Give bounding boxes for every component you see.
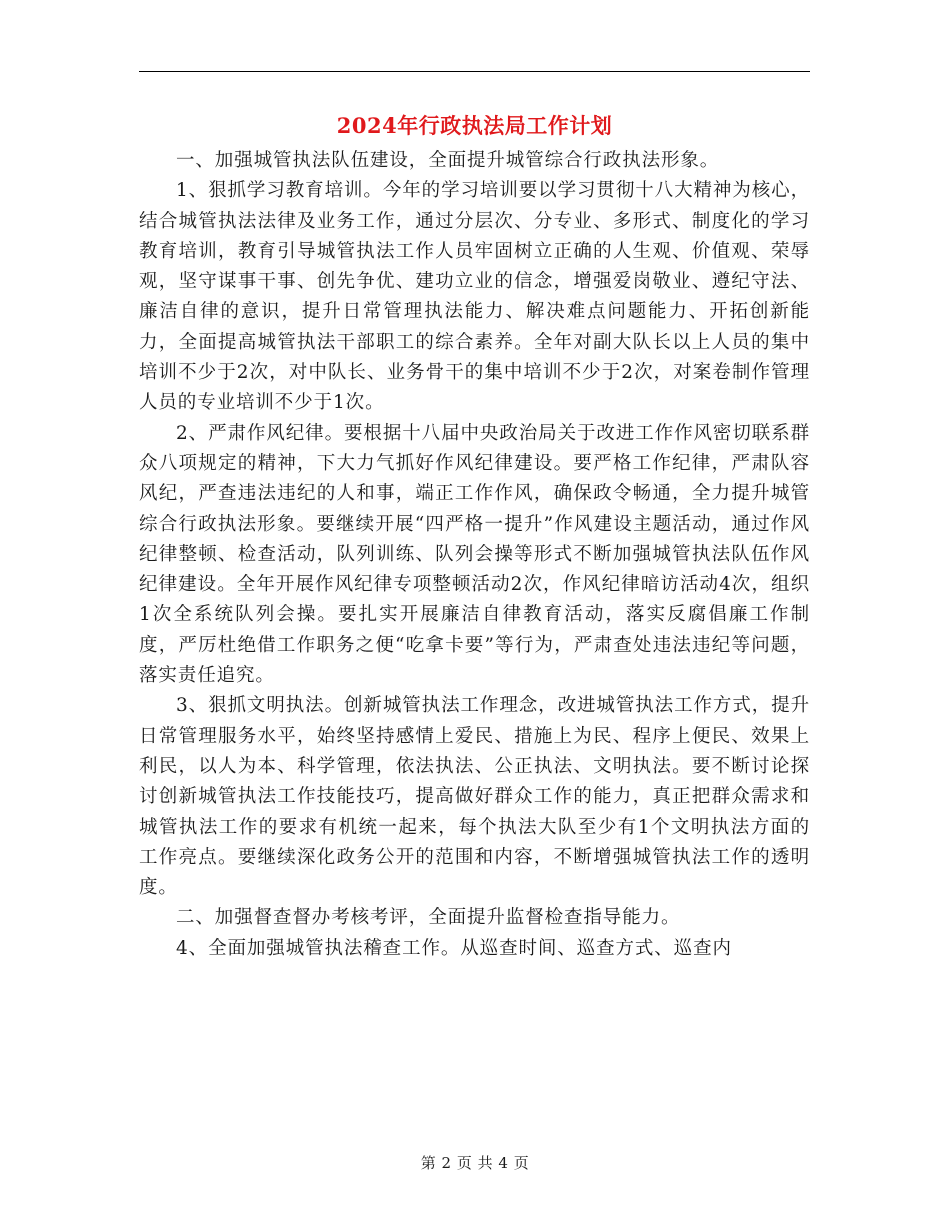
page-number: 第 2 页 共 4 页 — [420, 1154, 530, 1172]
document-title: 2024年行政执法局工作计划 — [336, 113, 613, 138]
page-footer — [0, 1152, 950, 1174]
paragraph-2: 2、严肃作风纪律。要根据十八届中央政治局关于改进工作作风密切联系群众八项规定的精神，下大力气抓好作风纪律建设。要严格工作纪律，严肃队容风纪，严查违法违纪的人和事，端正工作作风，确保政令畅通，全力提升城管综合行政执法形象。要继续开展“四严格一提升”作风建设主题活动，通过作风纪律整顿、检查活动，队列训练、队列会操等形式不断加强城管执法队伍作风纪律建设。全年开展作风纪律专项整顿活动2次，作风纪律暗访活动4次，组织1次全系统队列会操。要扎实开展廉洁自律教育活动，落实反腐倡廉工作制度，严厉杜绝借工作职务之便“吃拿卡要”等行为，严肃查处违法违纪等问题，落实责任追究。 — [139, 422, 810, 687]
paragraph-3: 3、狠抓文明执法。创新城管执法工作理念，改进城管执法工作方式，提升日常管理服务水平，始终坚持感情上爱民、措施上为民、程序上便民、效果上利民，以人为本、科学管理，依法执法、公正执法、文明执法。要不断讨论探讨创新城管执法工作技能技巧，提高做好群众工作的能力，真正把群众需求和城管执法工作的要求有机统一起来，每个执法大队至少有1个文明执法方面的工作亮点。要继续深化政务公开的范围和内容，不断增强城管执法工作的透明度。 — [139, 695, 810, 899]
header-rule — [139, 71, 810, 72]
document-body — [139, 146, 810, 964]
section-heading-2: 二、加强督查督办考核考评，全面提升监督检查指导能力。 — [176, 907, 681, 929]
paragraph-1: 1、狠抓学习教育培训。今年的学习培训要以学习贯彻十八大精神为核心，结合城管执法法律及业务工作，通过分层次、分专业、多形式、制度化的学习教育培训，教育引导城管执法工作人员牢固树立正确的人生观、价值观、荣辱观，坚守谋事干事、创先争优、建功立业的信念，增强爱岗敬业、遵纪守法、廉洁自律的意识，提升日常管理执法能力、解决难点问题能力、开拓创新能力，全面提高城管执法干部职工的综合素养。全年对副大队长以上人员的集中培训不少于2次，对中队长、业务骨干的集中培训不少于2次，对案卷制作管理人员的专业培训不少于1次。 — [139, 180, 810, 414]
section-heading-1: 一、加强城管执法队伍建设，全面提升城管综合行政执法形象。 — [176, 150, 720, 171]
paragraph-4: 4、全面加强城管执法稽查工作。从巡查时间、巡查方式、巡查内 — [176, 937, 732, 959]
